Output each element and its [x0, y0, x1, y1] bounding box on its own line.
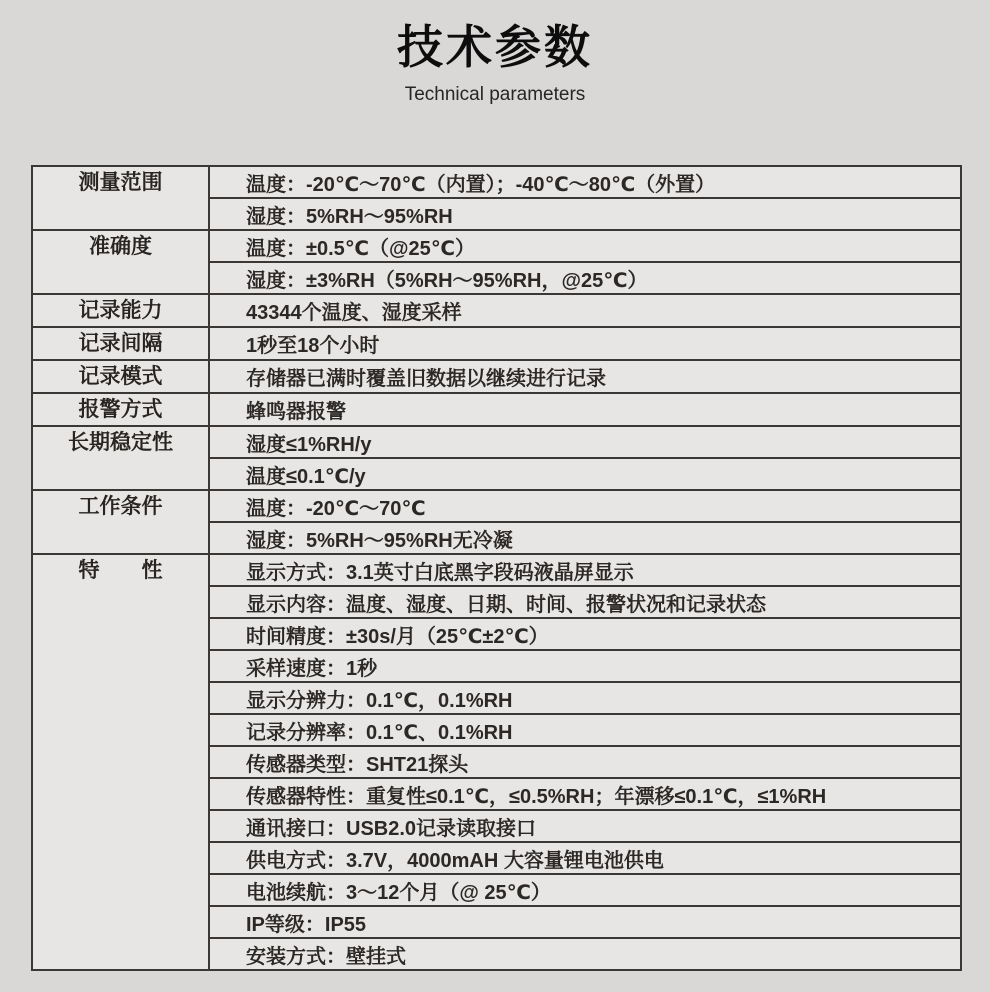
param-name-cell: 记录能力: [32, 294, 209, 327]
param-value-cell: 时间精度：±30s/月（25℃±2℃）: [209, 618, 961, 650]
page-subtitle: Technical parameters: [404, 84, 586, 105]
parameters-table: [31, 165, 962, 971]
table-row: [32, 360, 961, 393]
param-value-cell: 温度：-20℃～70℃（内置）；-40℃～80℃（外置）: [209, 166, 961, 198]
param-value-cell: 显示内容：温度、湿度、日期、时间、报警状况和记录状态: [209, 586, 961, 618]
param-value-cell: 1秒至18个小时: [209, 327, 961, 360]
param-value-cell: 蜂鸣器报警: [209, 393, 961, 426]
param-value-cell: 温度：±0.5℃（@25℃）: [209, 230, 961, 262]
param-name-cell: 长期稳定性: [32, 426, 209, 490]
param-value-cell: 湿度：5%RH～95%RH: [209, 198, 961, 230]
table-row: [32, 426, 961, 458]
header: [0, 0, 990, 106]
param-value-cell: 存储器已满时覆盖旧数据以继续进行记录: [209, 360, 961, 393]
param-name-cell: 记录间隔: [32, 327, 209, 360]
param-value-cell: 湿度：±3%RH（5%RH～95%RH，@25℃）: [209, 262, 961, 294]
param-value-cell: 湿度≤1%RH/y: [209, 426, 961, 458]
param-value-cell: 传感器特性：重复性≤0.1℃，≤0.5%RH；年漂移≤0.1℃，≤1%RH: [209, 778, 961, 810]
param-value-cell: 电池续航：3～12个月（@ 25℃）: [209, 874, 961, 906]
param-name-cell: 测量范围: [32, 166, 209, 230]
table-row: [32, 230, 961, 262]
param-value-cell: 温度：-20℃～70℃: [209, 490, 961, 522]
table-row: [32, 490, 961, 522]
param-value-cell: 温度≤0.1℃/y: [209, 458, 961, 490]
param-name-cell: 工作条件: [32, 490, 209, 554]
param-value-cell: 显示方式：3.1英寸白底黑字段码液晶屏显示: [209, 554, 961, 586]
param-value-cell: 43344个温度、湿度采样: [209, 294, 961, 327]
param-value-cell: 记录分辨率：0.1℃、0.1%RH: [209, 714, 961, 746]
param-name-cell: 记录模式: [32, 360, 209, 393]
param-value-cell: 传感器类型：SHT21探头: [209, 746, 961, 778]
param-value-cell: 通讯接口：USB2.0记录读取接口: [209, 810, 961, 842]
param-value-cell: 湿度：5%RH～95%RH无冷凝: [209, 522, 961, 554]
param-name-cell: 报警方式: [32, 393, 209, 426]
param-value-cell: IP等级：IP55: [209, 906, 961, 938]
table-row: [32, 393, 961, 426]
page-title: 技术参数: [397, 21, 593, 73]
param-value-cell: 安装方式：壁挂式: [209, 938, 961, 970]
parameters-table-body: [32, 166, 961, 970]
param-value-cell: 采样速度：1秒: [209, 650, 961, 682]
table-row: [32, 294, 961, 327]
table-row: [32, 554, 961, 586]
table-row: [32, 166, 961, 198]
param-name-cell: 准确度: [32, 230, 209, 294]
table-row: [32, 327, 961, 360]
param-value-cell: 供电方式：3.7V，4000mAH 大容量锂电池供电: [209, 842, 961, 874]
param-name-cell: 特 性: [32, 554, 209, 970]
param-value-cell: 显示分辨力：0.1℃，0.1%RH: [209, 682, 961, 714]
